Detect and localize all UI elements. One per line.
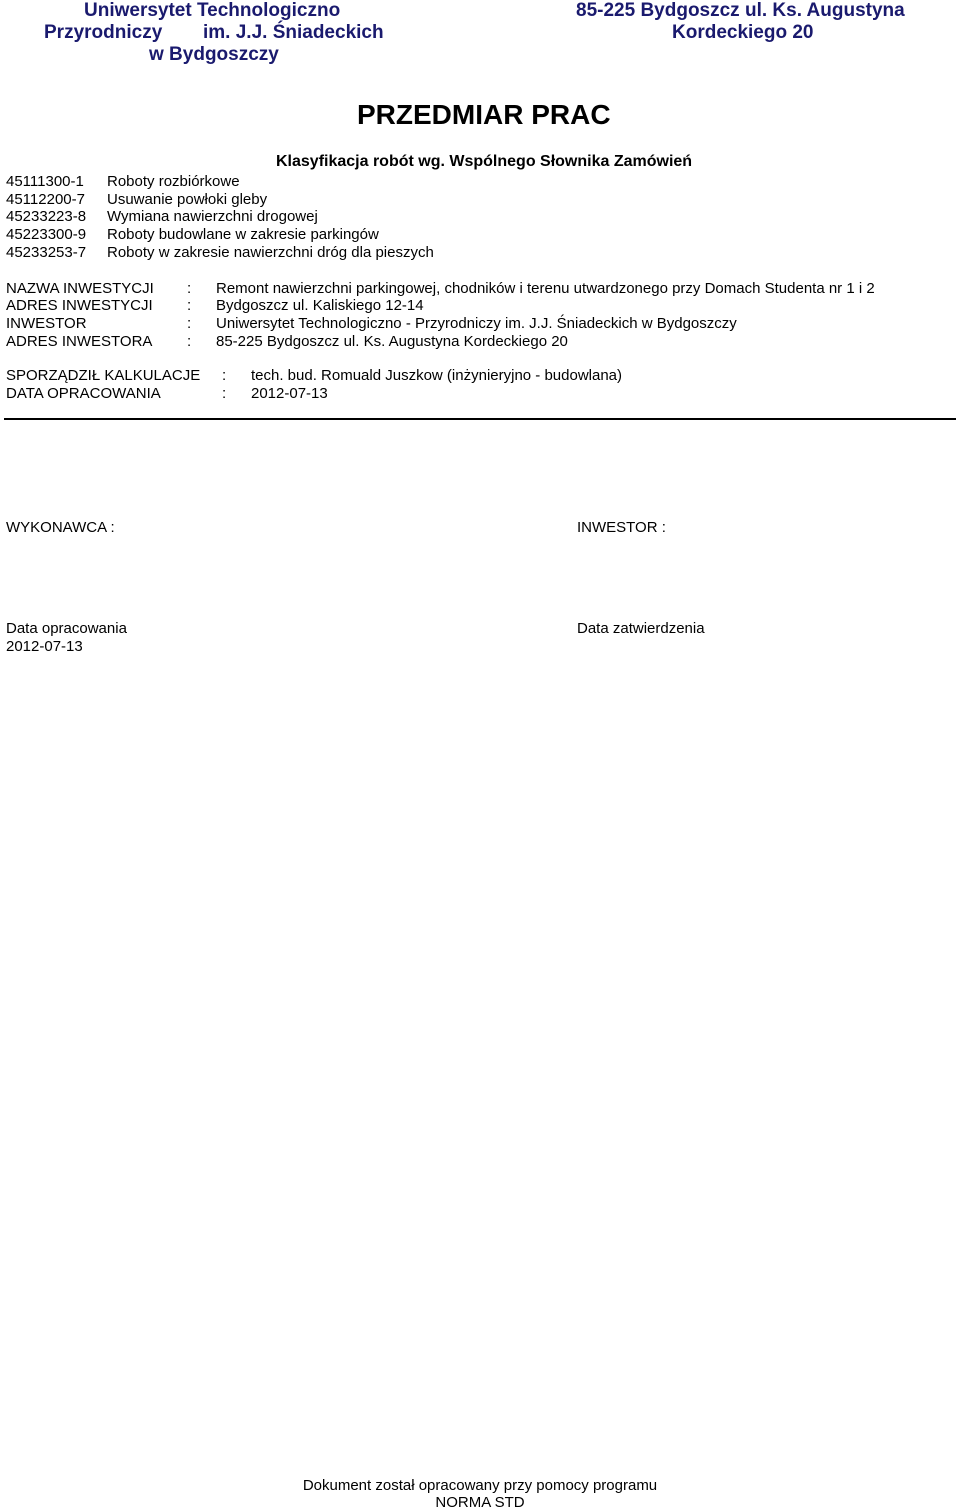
investment-value: 85-225 Bydgoszcz ul. Ks. Augustyna Kordeckiego 20 (216, 333, 568, 350)
investment-separator: : (187, 333, 192, 350)
preparation-label: SPORZĄDZIŁ KALKULACJE (6, 367, 201, 384)
header-institution-line2b: im. J.J. Śniadeckich (203, 22, 384, 43)
investment-separator: : (187, 315, 192, 332)
classification-name: Roboty w zakresie nawierzchni dróg dla pieszych (107, 244, 434, 261)
investment-separator: : (187, 280, 192, 297)
preparation-value: tech. bud. Romuald Juszkow (inżynieryjno - budowlana) (251, 367, 623, 384)
investment-value: Bydgoszcz ul. Kaliskiego 12-14 (216, 297, 424, 314)
page-title: PRZEDMIAR PRAC (357, 99, 611, 130)
footer-line2: NORMA STD (435, 1494, 525, 1511)
contractor-label: WYKONAWCA : (6, 519, 115, 536)
investment-label: INWESTOR (6, 315, 87, 332)
header-institution-line3: w Bydgoszczy (149, 44, 279, 65)
footer-line1: Dokument został opracowany przy pomocy programu (302, 1477, 658, 1494)
classification-name: Usuwanie powłoki gleby (107, 191, 268, 208)
investor-label: INWESTOR : (577, 519, 666, 536)
classification-heading: Klasyfikacja robót wg. Wspólnego Słownika Zamówień (276, 153, 693, 170)
section-divider (4, 418, 956, 420)
header-address-line2: Kordeckiego 20 (672, 22, 814, 43)
prep-date-value: 2012-07-13 (6, 638, 83, 655)
classification-code: 45233253-7 (6, 244, 87, 261)
classification-name: Roboty rozbiórkowe (107, 173, 240, 190)
prep-date-label: Data opracowania (6, 620, 127, 637)
preparation-separator: : (222, 367, 227, 384)
classification-code: 45111300-1 (6, 173, 84, 190)
classification-code: 45233223-8 (6, 208, 87, 225)
investment-label: ADRES INWESTYCJI (6, 297, 153, 314)
preparation-separator: : (222, 385, 227, 402)
preparation-value: 2012-07-13 (251, 385, 328, 402)
classification-name: Wymiana nawierzchni drogowej (107, 208, 318, 225)
classification-name: Roboty budowlane w zakresie parkingów (107, 226, 379, 243)
investment-value: Remont nawierzchni parkingowej, chodników i terenu utwardzonego przy Domach Studenta nr 1 i 2 (216, 280, 875, 297)
investment-separator: : (187, 297, 192, 314)
approval-date-label: Data zatwierdzenia (577, 620, 705, 637)
investment-label: ADRES INWESTORA (6, 333, 153, 350)
investment-label: NAZWA INWESTYCJI (6, 280, 154, 297)
header-institution-line1: Uniwersytet Technologiczno (84, 0, 341, 21)
header-institution-line2a: Przyrodniczy (44, 22, 163, 43)
investment-value: Uniwersytet Technologiczno - Przyrodniczy im. J.J. Śniadeckich w Bydgoszczy (216, 315, 737, 332)
classification-code: 45112200-7 (6, 191, 85, 208)
classification-code: 45223300-9 (6, 226, 87, 243)
header-address-line1: 85-225 Bydgoszcz ul. Ks. Augustyna (576, 0, 905, 21)
preparation-label: DATA OPRACOWANIA (6, 385, 161, 402)
